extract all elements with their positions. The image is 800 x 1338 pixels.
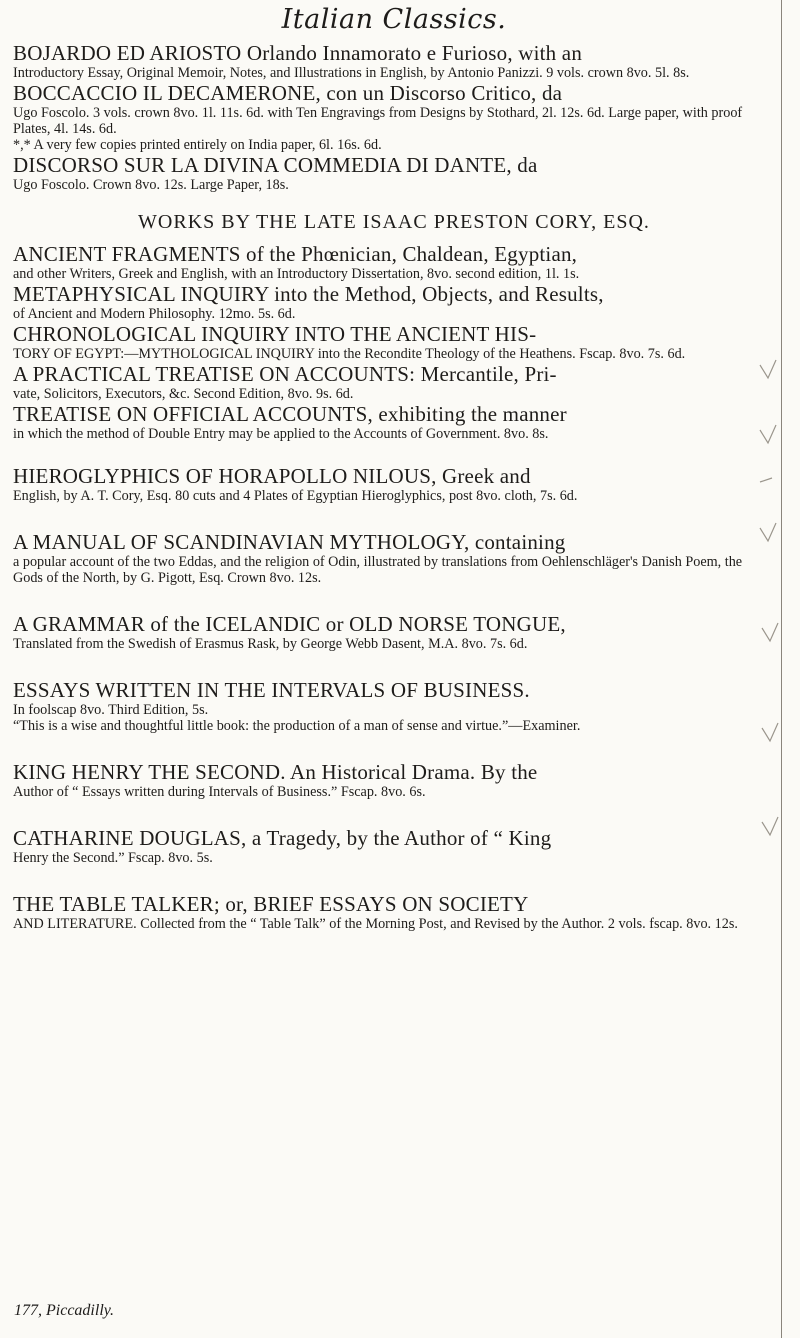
entry-body: Ugo Foscolo. 3 vols. crown 8vo. 1l. 11s. 6d. with Ten Engravings from Designs by Stothard, 2l. 12s. 6d. Large paper, with proof Plates, 4l. 14s. 6d. [13,105,743,137]
catalogue-entry [13,826,775,866]
section-title: Italian Classics. [281,4,507,35]
catalogue-entry [13,81,775,153]
entry-heading: DISCORSO SUR LA DIVINA COMMEDIA DI DANTE, da [13,153,538,177]
entry-heading: KING HENRY THE SECOND. An Historical Drama. By the [13,760,538,784]
entry-heading: CHRONOLOGICAL INQUIRY INTO THE ANCIENT HIS- [13,322,537,346]
entry-heading: A GRAMMAR of the ICELANDIC or OLD NORSE TONGUE, [13,612,566,636]
entry-body: AND LITERATURE. Collected from the “ Table Talk” of the Morning Post, and Revised by the Author. 2 vols. fscap. 8vo. 12s. [13,916,738,932]
entry-body: Henry the Second.” Fscap. 8vo. 5s. [13,850,213,866]
entry-body: Ugo Foscolo. Crown 8vo. 12s. Large Paper, 18s. [13,177,289,193]
entry-body: Translated from the Swedish of Erasmus Rask, by George Webb Dasent, M.A. 8vo. 7s. 6d. [13,636,528,652]
entry-heading: ANCIENT FRAGMENTS of the Phœnician, Chaldean, Egyptian, [13,242,578,266]
catalogue-entry [13,760,775,800]
catalogue-entry [13,612,775,652]
entry-heading: BOCCACCIO IL DECAMERONE, con un Discorso Critico, da [13,81,563,105]
catalogue-entry [13,530,775,586]
entry-heading: CATHARINE DOUGLAS, a Tragedy, by the Author of “ King [13,826,552,850]
catalogue-entry [13,41,775,81]
entry-body: and other Writers, Greek and English, with an Introductory Dissertation, 8vo. second edition, 1l. 1s. [13,266,580,282]
catalogue-entry [13,322,775,362]
catalogue-entry [13,242,775,282]
entry-heading: A MANUAL OF SCANDINAVIAN MYTHOLOGY, containing [13,530,566,554]
entry-body: In foolscap 8vo. Third Edition, 5s. [13,702,209,718]
catalogue-entry [13,892,775,932]
entry-body: a popular account of the two Eddas, and the religion of Odin, illustrated by translations from Oehlenschläger's Danish Poem, the Gods of the North, by G. Pigott, Esq. Crown 8vo. 12s. [13,554,743,586]
right-margin-rule [781,0,782,1338]
entry-heading: BOJARDO ED ARIOSTO Orlando Innamorato e Furioso, with an [13,41,583,65]
entry-body: Author of “ Essays written during Intervals of Business.” Fscap. 8vo. 6s. [13,784,426,800]
entry-body: Introductory Essay, Original Memoir, Notes, and Illustrations in English, by Antonio Panizzi. 9 vols. crown 8vo. 5l. 8s. [13,65,690,81]
catalogue-entry [13,402,775,442]
entry-body: of Ancient and Modern Philosophy. 12mo. 5s. 6d. [13,306,296,322]
catalogue-content [13,4,775,932]
entry-body: TORY OF EGYPT:—MYTHOLOGICAL INQUIRY into the Recondite Theology of the Heathens. Fscap. 8vo. 7s. 6d. [13,346,686,362]
publisher-address: 177, Piccadilly. [14,1302,114,1319]
catalogue-entry [13,362,775,402]
entry-heading: TREATISE ON OFFICIAL ACCOUNTS, exhibiting the manner [13,402,567,426]
entry-heading: ESSAYS WRITTEN IN THE INTERVALS OF BUSINESS. [13,678,530,702]
entry-note: *,* A very few copies printed entirely on India paper, 6l. 16s. 6d. [13,137,382,153]
catalogue-entry [13,464,775,504]
catalogue-entry [13,282,775,322]
entry-body: vate, Solicitors, Executors, &c. Second Edition, 8vo. 9s. 6d. [13,386,354,402]
entry-heading: METAPHYSICAL INQUIRY into the Method, Objects, and Results, [13,282,604,306]
entry-heading: A PRACTICAL TREATISE ON ACCOUNTS: Mercantile, Pri- [13,362,557,386]
entry-heading: HIEROGLYPHICS OF HORAPOLLO NILOUS, Greek and [13,464,531,488]
entry-body: in which the method of Double Entry may be applied to the Accounts of Government. 8vo. 8s. [13,426,549,442]
entry-quote: “This is a wise and thoughtful little book: the production of a man of sense and virtue.”—Examiner. [13,718,581,734]
entry-body: English, by A. T. Cory, Esq. 80 cuts and 4 Plates of Egyptian Hieroglyphics, post 8vo. cloth, 7s. 6d. [13,488,578,504]
entry-heading: THE TABLE TALKER; or, BRIEF ESSAYS ON SOCIETY [13,892,529,916]
catalogue-entry [13,678,775,734]
works-heading: WORKS BY THE LATE ISAAC PRESTON CORY, ESQ. [138,211,650,233]
catalogue-entry [13,153,775,193]
